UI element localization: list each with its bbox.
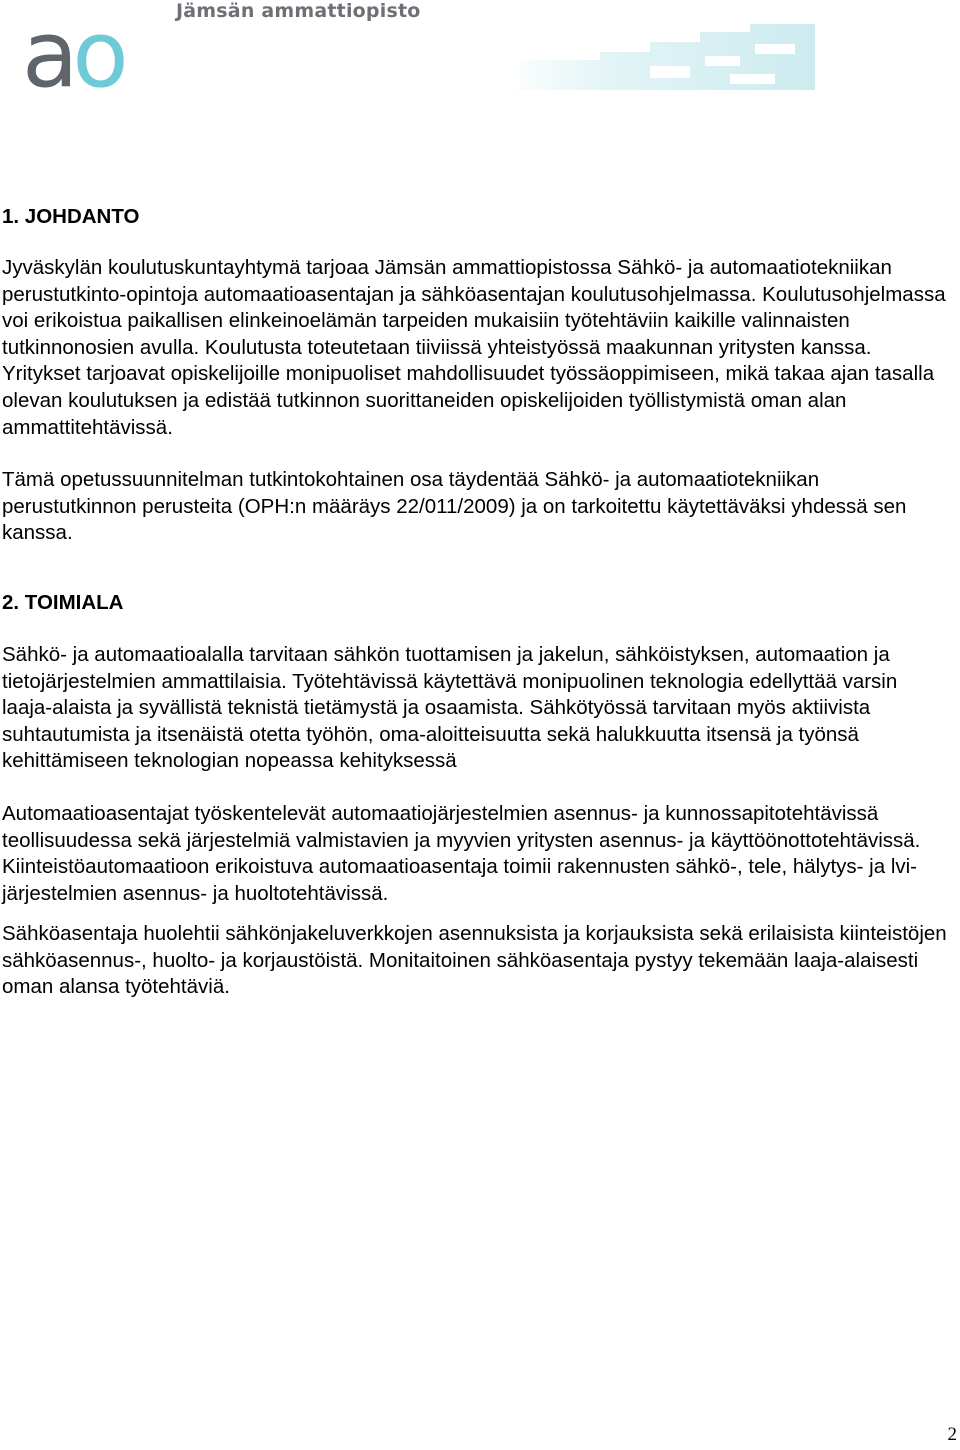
- paragraph: Jyväskylän koulutuskuntayhtymä tarjoaa Jämsän ammattiopistossa Sähkö- ja automaatiotekniikan perustutkinto-opintoja automaatioasentajan ja sähköasentajan koulutusohjelmassa. Koulutusohjelmassa voi erikoistua paikallisen elinkeinoelämän tarpeiden mukaisiin työtehtäviin kaikille valinnaisten tutkinnonosien avulla. Koulutusta toteutetaan tiiviissä yhteistyössä maakunnan yritysten kanssa. Yritykset tarjoavat opiskelijoille monipuoliset mahdollisuudet työssäoppimiseen, mikä takaa ajan tasalla olevan koulutuksen ja edistää tutkinnon suorittaneiden opiskelijoiden työllistymistä oman alan ammattitehtävissä.: [2, 256, 946, 439]
- page-number: 2: [947, 1424, 957, 1445]
- page-header: [0, 0, 960, 100]
- ao-logo-icon: [22, 20, 157, 95]
- paragraph: Tämä opetussuunnitelman tutkintokohtainen osa täydentää Sähkö- ja automaatiotekniikan perustutkinnon perusteita (OPH:n määräys 22/011/2009) ja on tarkoitettu käytettäväksi yhdessä sen kanssa.: [2, 468, 907, 545]
- paragraph: Sähköasentaja huolehtii sähkönjakeluverkkojen asennuksista ja korjauksista sekä erilaisista kiinteistöjen sähköasennus-, huolto- ja korjaustöistä. Monitaitoinen sähköasentaja pystyy tekemään laaja-alaisesti oman alansa työtehtäviä.: [2, 922, 947, 999]
- paragraph: Sähkö- ja automaatioalalla tarvitaan sähkön tuottamisen ja jakelun, sähköistyksen, automaation ja tietojärjestelmien ammattilaisia. Työtehtävissä käytettävä monipuolinen teknologia edellyttää varsin laaja-alaista ja syvällistä teknistä tietämystä ja osaamista. Sähkötyössä tarvitaan myös aktiivista suhtautumista ja itsenäistä otetta työhön, oma-aloitteisuutta sekä halukkuutta itsensä ja työnsä kehittämiseen teknologian nopeassa kehityksessä: [2, 642, 898, 773]
- document-body: [2, 200, 947, 1001]
- section-heading-toimiala: 2. TOIMIALA: [2, 590, 124, 614]
- paragraph: Automaatioasentajat työskentelevät automaatiojärjestelmien asennus- ja kunnossapitotehtävissä teollisuudessa sekä järjestelmiä valmistavien ja myyvien yritysten asennus- ja käyttöönottotehtävissä. Kiinteistöautomaatioon erikoistuva automaatioasentaja toimii rakennusten sähkö-, tele, hälytys- ja lvi-järjestelmien asennus- ja huoltotehtävissä.: [2, 801, 921, 905]
- stair-graphic-icon: [500, 20, 815, 92]
- organization-name: Jämsän ammattiopisto: [176, 0, 421, 22]
- section-heading-johdanto: 1. JOHDANTO: [2, 205, 140, 228]
- svg-text:ao: ao: [22, 20, 123, 95]
